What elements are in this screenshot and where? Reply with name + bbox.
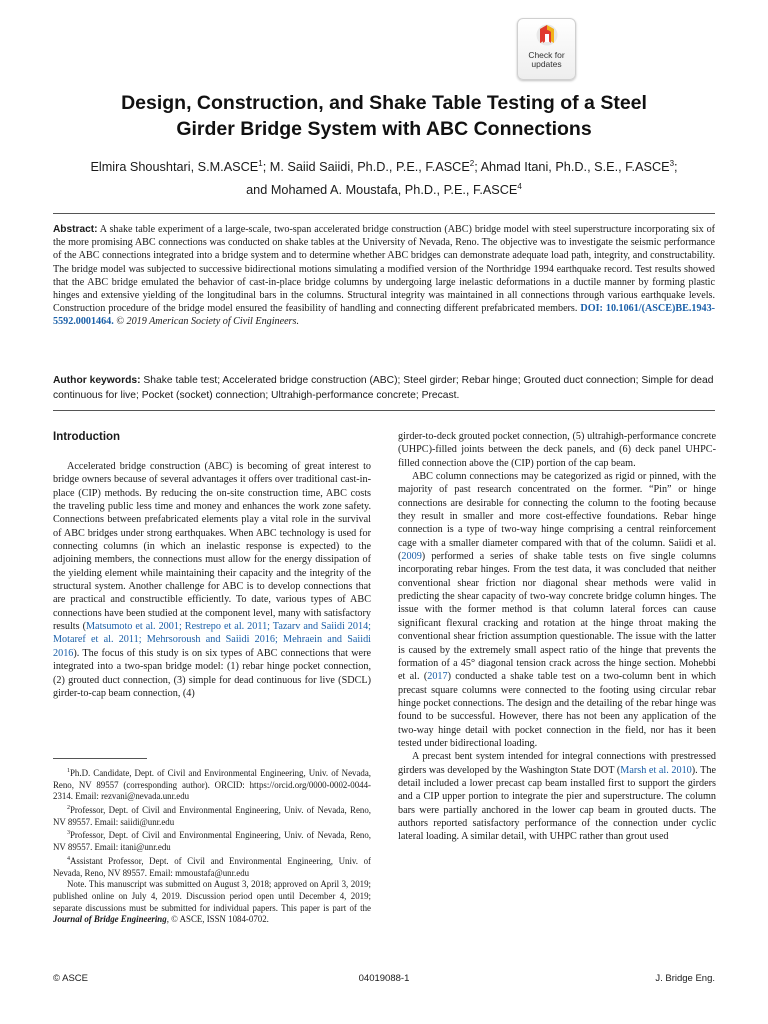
journal-name: Journal of Bridge Engineering [53,914,167,925]
citation-links[interactable]: Matsumoto et al. 2001; Restrepo et al. 2011; Tazarv and Saiidi 2014; Motaref et al. 2011; Mehrsoroush and Saiidi 2016; Mehraein and Saiidi 2016 [53,621,371,659]
footer-page-id: 04019088-1 [358,973,410,984]
r3-text-b: ). The detail included a lower precast cap beam installed first to support the girders and a CIP upper portion to integrate the pier and superstructure. The column bars were partially anchored in the lower cap beam in grouted ducts. The authors reported satisfactory performance of the connection under cyclic lateral loading. A similar detail, with UHPC rather than grout used [398,764,716,843]
footnote-1-mark: 1 [67,768,70,774]
right-column [398,430,716,844]
abstract [53,223,715,329]
r2-text-c: ) conducted a shake table test on a two-column bent in which precast square columns were connected to the footing using circular rebar hinge pocket connections. The design and the detailing of the rebar hinge was found to be successful. However, there has not been any application of the two-way hinge detail with pocket connection in the field, nor has it been tested under bidirectional loading. [398,671,716,749]
bookmark-icon [535,23,559,51]
r2-text-a: ABC column connections may be categorized as rigid or pinned, with the majority of past research concentrated on the former. “Pin” or hinge connections are desirable for connecting the column to the footing because they result in smaller and more cost-effective foundations. Rebar hinge connection is a type of two-way hinge comprising a central reinforcement cage with a smaller diameter compared with that of the column. Saiidi et al. ( [398,471,716,563]
keywords-label: Author keywords: [53,375,141,386]
author-1-affil: 1 [258,159,263,168]
author-4: and Mohamed A. Moustafa, Ph.D., P.E., F.ASCE [246,183,518,198]
author-list [40,154,728,200]
author-3: ; Ahmad Itani, Ph.D., S.E., F.ASCE [474,160,670,175]
right-paragraph-3 [398,750,716,843]
footnote-rule [53,758,147,759]
title-line-1: Design, Construction, and Shake Table Testing of a Steel [121,92,647,114]
keywords-text: Shake table test; Accelerated bridge construction (ABC); Steel girder; Rebar hinge; Grouted duct connection; Simple for dead continuous for live; Pocket (socket) connection; Ultrahigh-performance concrete; Precast. [53,375,714,401]
r3-text-a: A precast bent system intended for integral connections with prestressed girders was developed by the Washington State DOT ( [398,751,716,776]
footnote-2 [53,803,371,828]
badge-line-2: updates [531,59,562,69]
author-line-2 [40,177,728,200]
footer-journal: J. Bridge Eng. [655,973,715,984]
author-2: ; M. Saiid Saiidi, Ph.D., P.E., F.ASCE [262,160,470,175]
title-line-2: Girder Bridge System with ABC Connections [176,118,592,140]
footnote-3-mark: 3 [67,830,70,837]
footnote-3 [53,828,371,853]
paper-title [40,90,728,142]
doi-link[interactable]: 10.1061/(ASCE)BE.1943-5592.0001464. [53,303,716,328]
check-for-updates-badge[interactable] [517,18,576,80]
introduction-heading: Introduction [53,431,121,443]
abstract-top-rule [53,213,715,214]
right-paragraph-1: girder-to-deck grouted pocket connection, (5) ultrahigh-performance concrete (UHPC)-filled joints between the deck panels, and (6) deck panel UHPC-filled connection above the (CIP) portion of the cap beam. [398,431,716,469]
author-separator: ; [674,160,678,175]
author-line-1 [40,154,728,177]
copyright: © 2019 American Society of Civil Engineers. [113,316,299,328]
note-text: Note. This manuscript was submitted on August 3, 2018; approved on April 3, 2019; published online on July 4, 2019. Discussion period open until December 4, 2019; separate discussions must be submitted for individual papers. This paper is part of the [53,879,371,913]
intro-p1-text: Accelerated bridge construction (ABC) is becoming of great interest to bridge owners because of several advantages it offers over traditional cast-in-place (CIP) methods. By reducing the on-site construction time, ABC costs the traveling public less time and money and enhances the work zone safety. Connections between prefabricated elements play a vital role in the survival of ABC bridges under strong earthquakes. When ABC technology is used for connecting columns (in which an inelastic response is expected) to the adjoining members, the connections must allow for the energy dissipation of the yielding element while maintaining their capacity and the integrity of the structural system. Another challenge for ABC is to develop connections that are practical and constructible efficiently. To date, various types of ABC connections have been studied at the component level, many with satisfactory results ( [53,461,371,633]
note-text-end: , © ASCE, ISSN 1084-0702. [166,914,269,925]
citation-saiidi-2009[interactable]: 2009 [401,551,422,563]
keywords-bottom-rule [53,410,715,411]
author-2-affil: 2 [469,159,475,168]
footnote-2-mark: 2 [67,805,70,812]
footnote-1 [53,766,371,803]
footnote-4 [53,854,371,879]
doi-label: DOI: [580,303,606,315]
citation-marsh-2010[interactable]: Marsh et al. 2010 [620,764,692,776]
abstract-body: A shake table experiment of a large-scale, two-span accelerated bridge construction (ABC) bridge model with steel superstructure incorporating six of the more promising ABC connections was conducted on shake tables at the University of Nevada, Reno. The objective was to investigate the seismic performance of the ABC connections integrated into a bridge system and to determine whether ABC bridges can demonstrate adequate load path, integrity, and constructability. The bridge model was subjected to successive bidirectional motions simulating a modified version of the Northridge 1994 earthquake record. Test results showed that the ABC bridge emulated the behavior of cast-in-place bridge columns by undergoing large inelastic deformations in a ductile manner by forming plastic hinges and extensive yielding of the longitudinal bars in the columns. Structural integrity was maintained in all connections through various earthquake levels. Construction procedure of the bridge model ensured the feasibility of handling and connecting different prefabricated members. [53,224,715,315]
intro-p1-text-cont: ). The focus of this study is on six types of ABC connections that were integrated into a two-span bridge model: (1) rebar hinge pocket connection, (2) grouted duct connection, (3) simple for dead continuous for live (SDCL) girder-to-cap beam connection, (4) [53,647,371,699]
footnote-2-text: Professor, Dept. of Civil and Environmental Engineering, Univ. of Nevada, Reno, NV 89557. Email: saiidi@unr.edu [53,805,371,827]
badge-line-1: Check for [528,50,565,60]
manuscript-note [53,879,371,926]
footer-publisher: © ASCE [53,973,88,984]
author-4-affil: 4 [517,182,522,192]
footnote-1-text: Ph.D. Candidate, Dept. of Civil and Environmental Engineering, Univ. of Nevada, Reno, NV 89557 (corresponding author). ORCID: https://orcid.org/0000-0002-0044-2314. Email: rezvani@nevada.unr.edu [53,767,371,802]
footnote-3-text: Professor, Dept. of Civil and Environmental Engineering, Univ. of Nevada, Reno, NV 89557. Email: itani@unr.edu [53,830,371,853]
footnote-4-text: Assistant Professor, Dept. of Civil and Environmental Engineering, Univ. of Nevada, Reno, NV 89557. Email: mmoustafa@unr.edu [53,855,371,878]
right-paragraph-2 [398,470,716,750]
left-column [53,430,371,700]
r2-text-b: ) performed a series of shake table tests on five single columns incorporating rebar hinges. From the test data, it was concluded that neither conventional shear friction nor diagonal shear methods were valid in predicting the shear capacity of two-way concrete bridge column hinges. The issue with the former method is that column lateral forces can cause significant flexural cracking and rotation at the hinge throat making the conventional shear friction assumption questionable. The issue with the latter is caused by the extremely small aspect ratio of the hinge that prevents the formation of a 45° diagonal tension crack across the hinge section. Mohebbi et al. ( [398,551,716,683]
footnotes [53,766,371,926]
author-1: Elmira Shoushtari, S.M.ASCE [90,160,259,175]
author-keywords [53,373,715,403]
abstract-label: Abstract: [53,224,98,235]
citation-mohebbi-2017[interactable]: 2017 [427,671,448,683]
footnote-4-mark: 4 [67,855,70,862]
author-3-affil: 3 [669,159,675,168]
intro-paragraph-1 [53,460,371,700]
